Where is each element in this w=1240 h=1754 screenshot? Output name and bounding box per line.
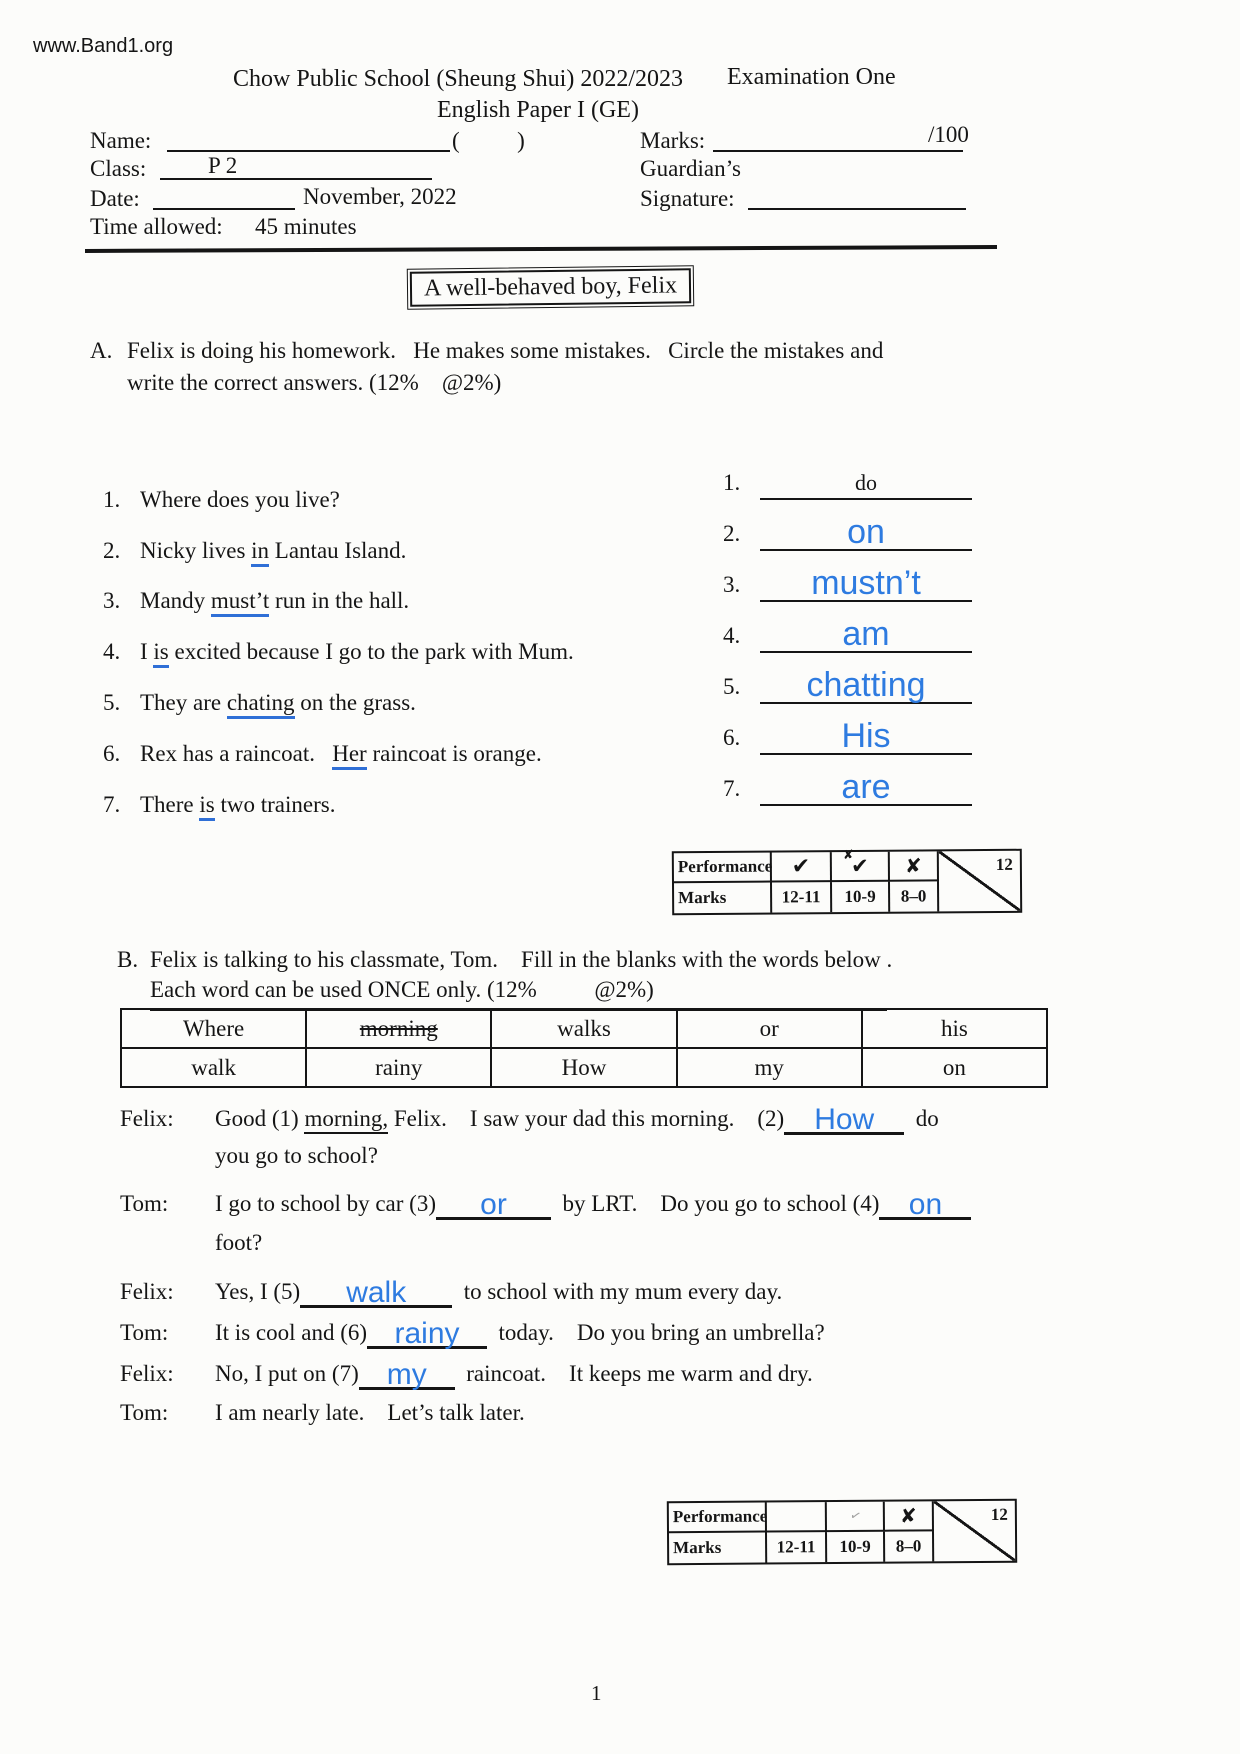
word-bank-cell [121, 1009, 306, 1048]
word: rainy [375, 1054, 423, 1080]
dialogue-text: Yes, I (5) walk to school with my mum every day. [215, 1276, 783, 1309]
dialogue-line [120, 1188, 1210, 1220]
performance-symbol-cell [827, 1502, 885, 1532]
word-bank-cell [306, 1048, 491, 1087]
paper-title: English Paper I (GE) [437, 97, 639, 123]
handwritten-answer: are [841, 768, 891, 806]
question-row [103, 767, 574, 818]
handwritten-answer: on [847, 513, 885, 551]
handwritten-answer: chatting [806, 666, 926, 704]
handwritten-answer: How [814, 1103, 875, 1136]
word-bank-row [121, 1009, 1047, 1048]
speaker-label: Tom: [120, 1191, 169, 1216]
answer-number: 1. [723, 470, 741, 495]
performance-symbol-cell [767, 1502, 827, 1532]
question-row [103, 716, 574, 767]
section-a-label: A. [90, 338, 113, 363]
watermark: www.Band1.org [33, 35, 174, 57]
question-number: 3. [103, 588, 121, 614]
score-cell [939, 851, 1020, 912]
dialogue-line [120, 1400, 1210, 1426]
handwritten-answer: rainy [394, 1317, 460, 1350]
signature-blank-line [748, 208, 966, 210]
name-paren: ( ) [452, 128, 525, 153]
word-bank-cell [491, 1009, 676, 1048]
question-text: Rex has a raincoat. Her raincoat is orange. [140, 741, 542, 767]
cross-icon: ✘ [904, 853, 922, 878]
marked-mistake-word: chating [227, 690, 295, 719]
question-number: 2. [103, 537, 121, 563]
answer-blank-line [760, 498, 972, 500]
marks-total: /100 [928, 122, 969, 147]
answer-number: 5. [723, 674, 741, 699]
check-icon: ✔ [791, 853, 811, 879]
answer-number: 3. [723, 572, 741, 597]
performance-label: Performance [669, 1503, 767, 1534]
story-title-box: A well-behaved boy, Felix [410, 268, 691, 306]
handwritten-answer: His [841, 717, 891, 755]
answer-row [723, 504, 985, 555]
marks-range-cell: 8–0 [890, 881, 939, 911]
marks-range-cell: 8–0 [885, 1531, 934, 1561]
question-row [103, 513, 574, 564]
class-value: P 2 [208, 153, 238, 178]
fill-in-blank [300, 1276, 452, 1308]
fill-in-blank [879, 1188, 971, 1220]
dialogue-line [120, 1103, 1210, 1135]
marked-mistake-word: is [199, 792, 214, 821]
speaker-label: Tom: [120, 1320, 169, 1345]
handwritten-answer: on [908, 1188, 943, 1221]
question-number: 5. [103, 689, 121, 715]
handwritten-answer: am [842, 615, 890, 653]
marked-mistake-word: must’t [211, 588, 269, 617]
date-blank-line [153, 208, 295, 210]
marks-label: Marks: [640, 128, 706, 153]
word-bank-row [121, 1048, 1047, 1087]
school-title: Chow Public School (Sheung Shui) 2022/2023 [233, 66, 684, 92]
date-label: Date: [90, 186, 140, 211]
question-text: There is two trainers. [140, 792, 335, 818]
performance-table-b [667, 1499, 1017, 1565]
word: How [561, 1054, 607, 1080]
section-a-question-list [103, 462, 574, 818]
question-number: 6. [103, 740, 121, 766]
word-bank-cell [677, 1048, 862, 1087]
dialogue-text: Good (1) morning, Felix. I saw your dad this morning. (2) How do [215, 1103, 939, 1136]
answer-row [723, 708, 985, 759]
dialogue-text: It is cool and (6) rainy today. Do you bring an umbrella? [215, 1317, 825, 1350]
dialogue-line [120, 1143, 1210, 1169]
marks-blank-line [713, 150, 963, 152]
score-denominator: 12 [990, 1504, 1008, 1524]
score-cell [934, 1501, 1015, 1562]
struck-word: morning [359, 1015, 438, 1041]
word-bank-table [120, 1008, 1048, 1088]
dialogue-line [120, 1230, 1210, 1256]
guardian-label: Guardian’s [640, 156, 741, 181]
section-a-answer-column [723, 453, 985, 810]
fill-in-blank [359, 1358, 455, 1390]
marks-range-cell: 10-9 [827, 1532, 885, 1562]
half-check-icon [842, 847, 869, 878]
exam-title: Examination One [727, 64, 896, 90]
class-label: Class: [90, 156, 147, 181]
marked-mistake-word: Her [332, 741, 366, 770]
printed-example-answer: morning, [304, 1106, 388, 1134]
answer-row [723, 606, 985, 657]
question-text: Mandy must’t run in the hall. [140, 588, 409, 614]
answer-number: 6. [723, 725, 741, 750]
answer-row [723, 657, 985, 708]
answer-number: 7. [723, 776, 741, 801]
word-bank-cell [491, 1048, 676, 1087]
speaker-label: Tom: [120, 1400, 169, 1425]
word: walk [191, 1054, 236, 1080]
question-row [103, 665, 574, 716]
marks-range-cell: 12-11 [772, 882, 832, 912]
word-bank-cell [862, 1048, 1047, 1087]
performance-symbol-cell [885, 1501, 934, 1531]
dialogue-text: you go to school? [215, 1143, 378, 1168]
marks-label: Marks [669, 1533, 767, 1564]
marked-mistake-word: in [251, 538, 269, 567]
marked-mistake-word: is [153, 639, 168, 668]
word: on [942, 1054, 966, 1080]
question-text: Where does you live? [140, 486, 340, 512]
word: my [754, 1054, 784, 1080]
performance-symbol-cell [772, 852, 832, 882]
dialogue-text: No, I put on (7) my raincoat. It keeps me warm and dry. [215, 1358, 813, 1391]
name-label: Name: [90, 128, 152, 153]
word: his [940, 1015, 968, 1041]
speaker-label: Felix: [120, 1106, 174, 1131]
answer-row [723, 453, 985, 504]
fill-in-blank [436, 1188, 551, 1220]
dialogue-text: foot? [215, 1230, 263, 1255]
header-divider [85, 245, 997, 253]
answer-row [723, 759, 985, 810]
answer-number: 4. [723, 623, 741, 648]
question-text: They are chating on the grass. [140, 690, 416, 716]
question-text: I is excited because I go to the park with Mum. [140, 639, 574, 665]
answer-row [723, 555, 985, 606]
check-part: ✔ [850, 853, 869, 878]
section-b-instruction-2: Each word can be used ONCE only. (12% @2%) [150, 976, 887, 1011]
marks-label: Marks [674, 883, 772, 914]
dialogue-text: I am nearly late. Let’s talk later. [215, 1400, 525, 1425]
handwritten-answer: or [480, 1188, 507, 1221]
handwritten-answer: mustn’t [811, 564, 921, 602]
word-bank-cell [121, 1048, 306, 1087]
speaker-label: Felix: [120, 1279, 174, 1304]
performance-symbol-cell [890, 851, 939, 881]
class-blank-line [160, 178, 432, 180]
question-row [103, 462, 574, 513]
time-value: 45 minutes [255, 214, 357, 239]
signature-label: Signature: [640, 186, 735, 211]
performance-table-a [672, 849, 1022, 915]
question-row [103, 614, 574, 665]
dialogue-line [120, 1317, 1210, 1349]
section-b-label: B. [117, 947, 139, 972]
question-number: 1. [103, 486, 121, 512]
question-number: 7. [103, 791, 121, 817]
question-row [103, 564, 574, 615]
speaker-label: Felix: [120, 1361, 174, 1386]
dialogue-text: I go to school by car (3) or by LRT. Do you go to school (4) on [215, 1191, 971, 1216]
word: walks [557, 1015, 611, 1041]
page-number: 1 [591, 1681, 602, 1705]
section-b-instruction-1: Felix is talking to his classmate, Tom. Fill in the blanks with the words below . [150, 947, 893, 972]
dialogue-line [120, 1276, 1210, 1308]
score-denominator: 12 [995, 854, 1013, 874]
word: or [759, 1015, 779, 1041]
question-number: 4. [103, 639, 121, 665]
fill-in-blank [367, 1317, 487, 1349]
word-bank-cell [862, 1009, 1047, 1048]
cross-part: ✘ [842, 847, 854, 864]
performance-label: Performance [674, 853, 772, 884]
time-label: Time allowed: [90, 214, 223, 239]
handwritten-answer: my [386, 1358, 427, 1391]
printed-answer: do [855, 470, 877, 495]
word-bank-cell [306, 1009, 491, 1048]
date-value: November, 2022 [303, 184, 457, 209]
performance-symbol-cell [832, 847, 890, 882]
fill-in-blank [784, 1103, 904, 1135]
section-a-instruction-2: write the correct answers. (12% @2%) [127, 370, 502, 395]
answer-number: 2. [723, 521, 741, 546]
word: Where [182, 1015, 245, 1041]
dialogue-line [120, 1358, 1210, 1390]
cross-icon: ✘ [899, 1503, 917, 1528]
question-text: Nicky lives in Lantau Island. [140, 538, 406, 564]
marks-range-cell: 10-9 [832, 882, 890, 912]
marks-range-cell: 12-11 [767, 1532, 827, 1562]
handwritten-answer: walk [346, 1276, 407, 1309]
section-a-instruction-1: Felix is doing his homework. He makes some mistakes. Circle the mistakes and [127, 338, 884, 363]
word-bank-cell [677, 1009, 862, 1048]
faint-tick-icon: ✓ [847, 1507, 863, 1525]
